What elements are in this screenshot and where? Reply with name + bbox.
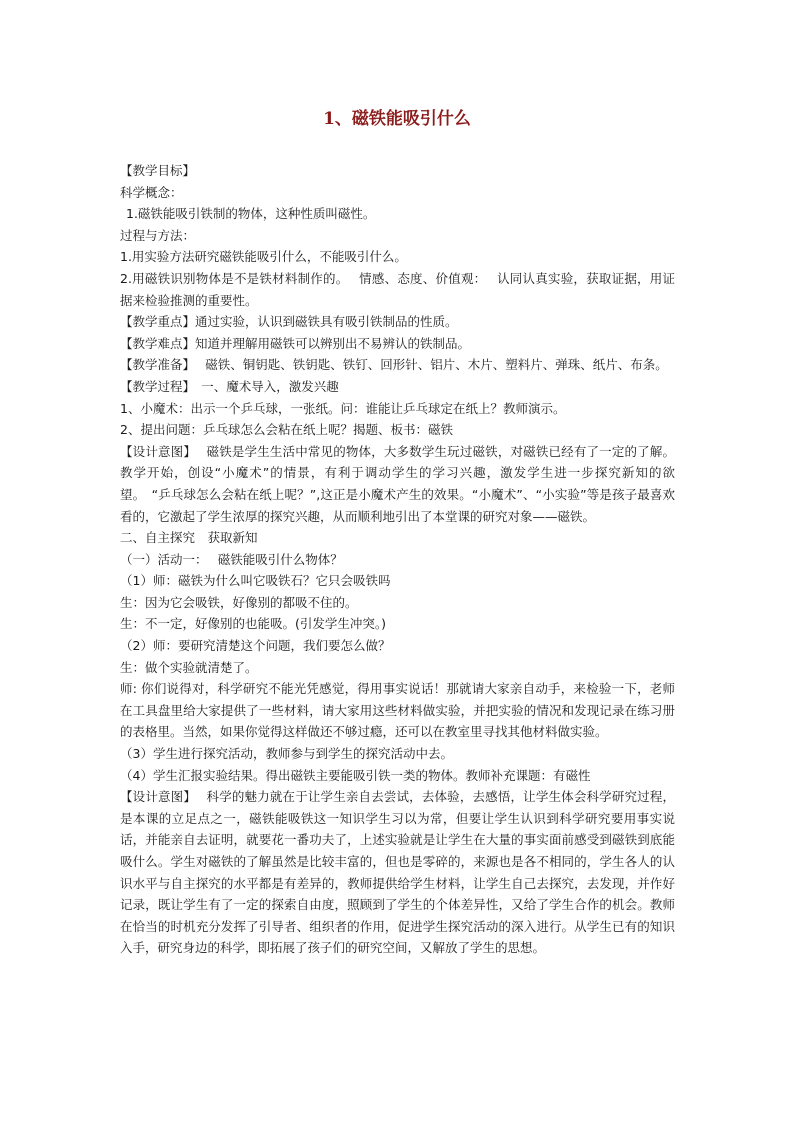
paragraph: 2.用磁铁识别物体是不是铁材料制作的。 情感、态度、价值观： 认同认真实验，获取证据，用证据来检验推测的重要性。 [120, 270, 675, 308]
paragraph: 2、提出问题：乒乓球怎么会粘在纸上呢？揭题、板书：磁铁 [120, 422, 453, 438]
paragraph-key-point: 【教学重点】通过实验，认识到磁铁具有吸引铁制品的性质。 [120, 314, 458, 330]
subheading-science-concept: 科学概念： [120, 184, 183, 200]
paragraph: （一）活动一： 磁铁能吸引什么物体？ [120, 551, 343, 567]
paragraph: 1、小魔术：出示一个乒乓球，一张纸。问：谁能让乒乓球定在纸上？教师演示。 [120, 400, 566, 416]
section-heading-objectives: 【教学目标】 [120, 163, 196, 178]
paragraph: 师: 你们说得对，科学研究不能光凭感觉，得用事实说话！那就请大家亲自动手，来检验一下，老师在工具盘里给大家提供了一些材料，请大家用这些材料做实验，并把实验的情况和发现记录在练习册的表格里。当然，如果你觉得这样做还不够过瘾，还可以在教室里寻找其他材料做实验。 [120, 681, 675, 740]
paragraph-design-intent: 【设计意图】 科学的魅力就在于让学生亲自去尝试，去体验，去感悟，让学生体会科学研究过程，是本课的立足点之一，磁铁能吸铁这一知识学生习以为常，但要让学生认识到科学研究要用事实说话，并能亲自去证明，就要花一番功夫了，上述实验就是让学生在大量的事实面前感受到磁铁到底能吸什么。学生对磁铁的了解虽然是比较丰富的，但也是零碎的，来源也是各不相同的，学生各人的认识水平与自主探究的水平都是有差异的，教师提供给学生材料，让学生自己去探究，去发现，并作好记录，既让学生有了一定的探索自由度，照顾到了学生的个体差异性，又给了学生合作的机会。教师在恰当的时机充分发挥了引导者、组织者的作用，促进学生探究活动的深入进行。从学生已有的知识入手，研究身边的科学，即拓展了孩子们的研究空间，又解放了学生的思想。 [120, 789, 675, 956]
paragraph: （2）师：要研究清楚这个问题，我们要怎么做？ [120, 638, 391, 654]
paragraph: 生：不一定，好像别的也能吸。(引发学生冲突。) [120, 616, 387, 632]
paragraph: （4）学生汇报实验结果。得出磁铁主要能吸引铁一类的物体。教师补充课题：有磁性 [120, 767, 591, 783]
subheading-process-method: 过程与方法： [120, 227, 196, 243]
paragraph-preparation: 【教学准备】 磁铁、铜钥匙、铁钥匙、铁钉、回形针、铝片、木片、塑料片、弹珠、纸片、布条。 [120, 357, 668, 373]
paragraph: 1.用实验方法研究磁铁能吸引什么，不能吸引什么。 [120, 249, 407, 265]
section-heading-process: 【教学过程】 一、魔术导入，激发兴趣 [120, 378, 339, 394]
section-heading-explore: 二、自主探究 获取新知 [120, 530, 258, 546]
paragraph: 生：因为它会吸铁，好像别的都吸不住的。 [120, 594, 358, 610]
paragraph: 生：做个实验就清楚了。 [120, 659, 258, 675]
paragraph-design-intent: 【设计意图】 磁铁是学生生活中常见的物体，大多数学生玩过磁铁，对磁铁已经有了一定的了解。教学开始，创设“小魔术”的情景，有利于调动学生的学习兴趣，激发学生进一步探究新知的欲望。 “乒乓球怎么会粘在纸上呢？”,这正是小魔术产生的效果。“小魔术”、“小实验”等是孩子最喜欢看的，它激起了学生浓厚的探究兴趣，从而顺利地引出了本堂课的研究对象——磁铁。 [120, 443, 675, 524]
paragraph: 1.磁铁能吸引铁制的物体，这种性质叫磁性。 [126, 206, 376, 222]
document-title: 1、磁铁能吸引什么 [323, 109, 471, 129]
paragraph: （3）学生进行探究活动，教师参与到学生的探究活动中去。 [120, 746, 453, 762]
paragraph: （1）师：磁铁为什么叫它吸铁石？它只会吸铁吗 [120, 573, 391, 589]
document-body [120, 160, 675, 959]
paragraph-difficulty: 【教学难点】知道并理解用磁铁可以辨别出不易辨认的铁制品。 [120, 335, 471, 351]
